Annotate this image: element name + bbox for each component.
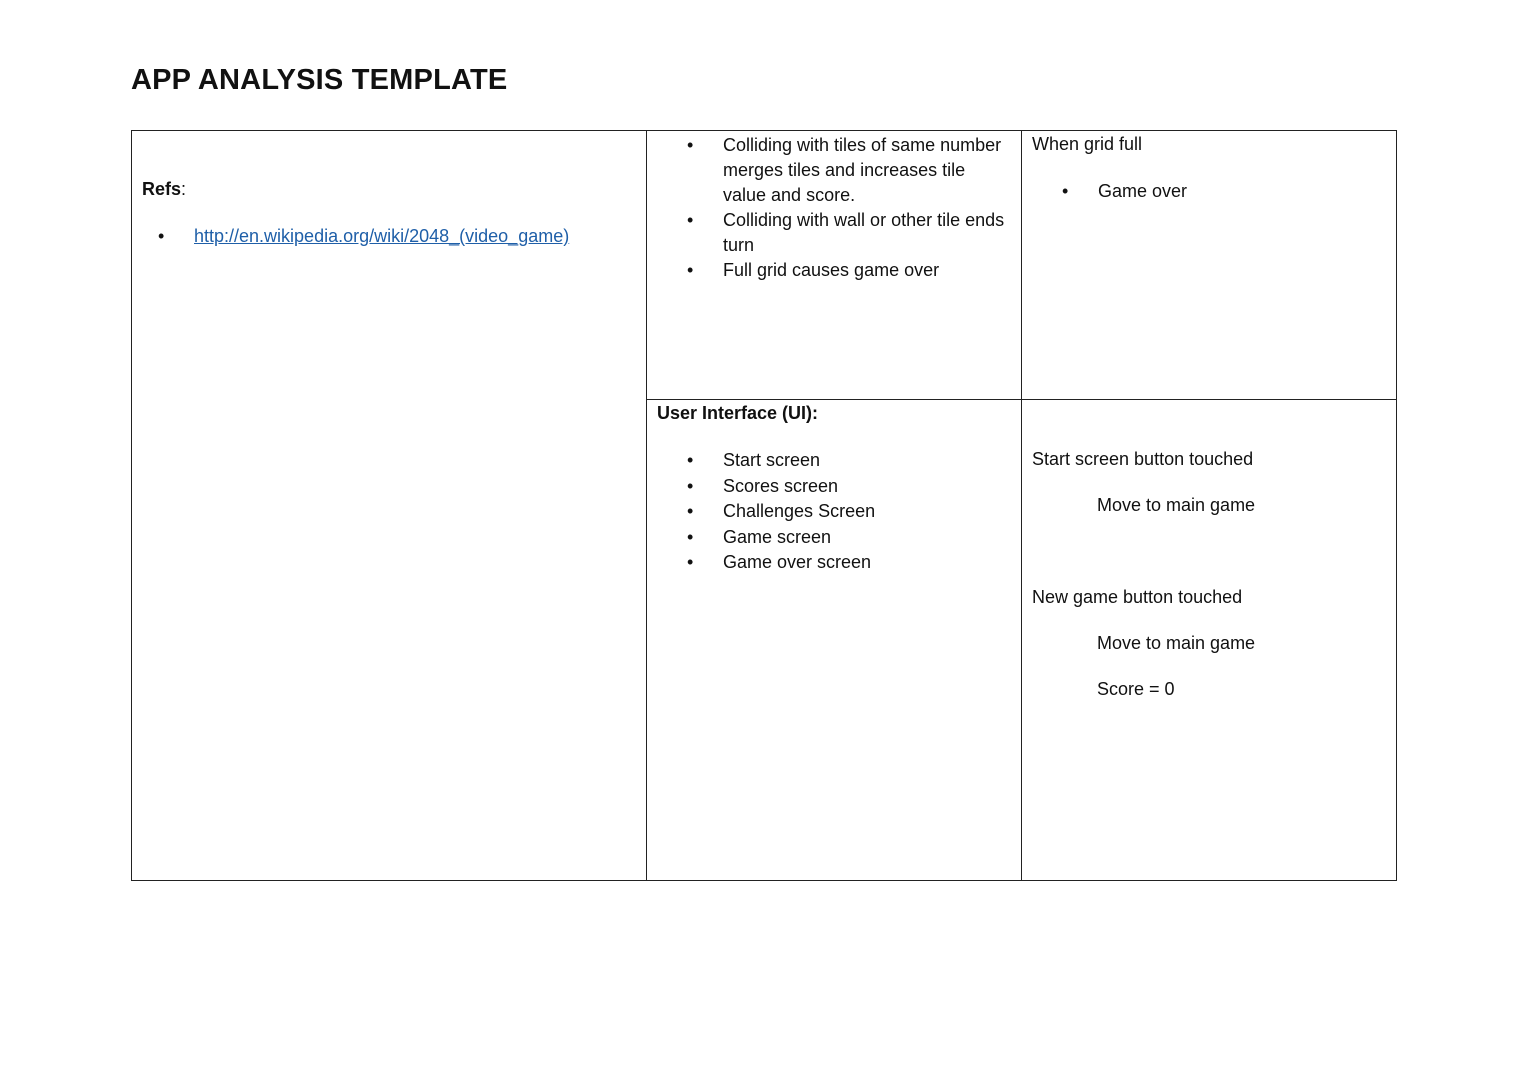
new-game-action: Move to main game <box>1097 633 1256 653</box>
ui-screen-item: • Game screen <box>657 525 1012 551</box>
rules-item: • Full grid causes game over <box>657 258 1012 283</box>
column-divider-2 <box>1021 131 1022 880</box>
refs-heading <box>142 177 637 202</box>
rules-item: • Colliding with wall or other tile ends turn <box>657 208 1012 258</box>
new-game-trigger: New game button touched <box>1032 587 1243 607</box>
refs-colon: : <box>181 179 187 199</box>
ui-screen-item: • Start screen <box>657 448 1012 474</box>
refs-label: Refs <box>142 179 182 199</box>
ui-events-cell <box>1032 447 1387 702</box>
page-title: APP ANALYSIS TEMPLATE <box>131 64 508 96</box>
score-reset-action: Score = 0 <box>1097 679 1175 699</box>
start-button-trigger: Start screen button touched <box>1032 449 1254 469</box>
refs-list-item <box>128 224 637 249</box>
rules-cell <box>657 133 1012 283</box>
ui-cell <box>657 401 1012 576</box>
refs-cell <box>142 177 637 249</box>
refs-list <box>128 224 637 249</box>
grid-full-actions <box>1032 179 1387 204</box>
analysis-table <box>131 130 1397 881</box>
ui-screen-item: • Challenges Screen <box>657 499 1012 525</box>
column-divider-1 <box>646 131 647 880</box>
ui-screen-item: • Game over screen <box>657 550 1012 576</box>
ui-heading: User Interface (UI): <box>657 403 819 423</box>
grid-full-condition: When grid full <box>1032 134 1143 154</box>
ui-screens-list <box>657 448 1012 576</box>
rules-events-cell <box>1032 132 1387 204</box>
rules-item: • Colliding with tiles of same number merges tiles and increases tile value and score. <box>657 133 1012 208</box>
wikipedia-link[interactable]: http://en.wikipedia.org/wiki/2048_(video_game) <box>194 226 570 246</box>
row-divider <box>646 399 1396 400</box>
ui-screen-item: • Scores screen <box>657 474 1012 500</box>
rules-list <box>657 133 1012 283</box>
start-button-action: Move to main game <box>1097 495 1256 515</box>
game-over-action: • Game over <box>1032 179 1387 204</box>
